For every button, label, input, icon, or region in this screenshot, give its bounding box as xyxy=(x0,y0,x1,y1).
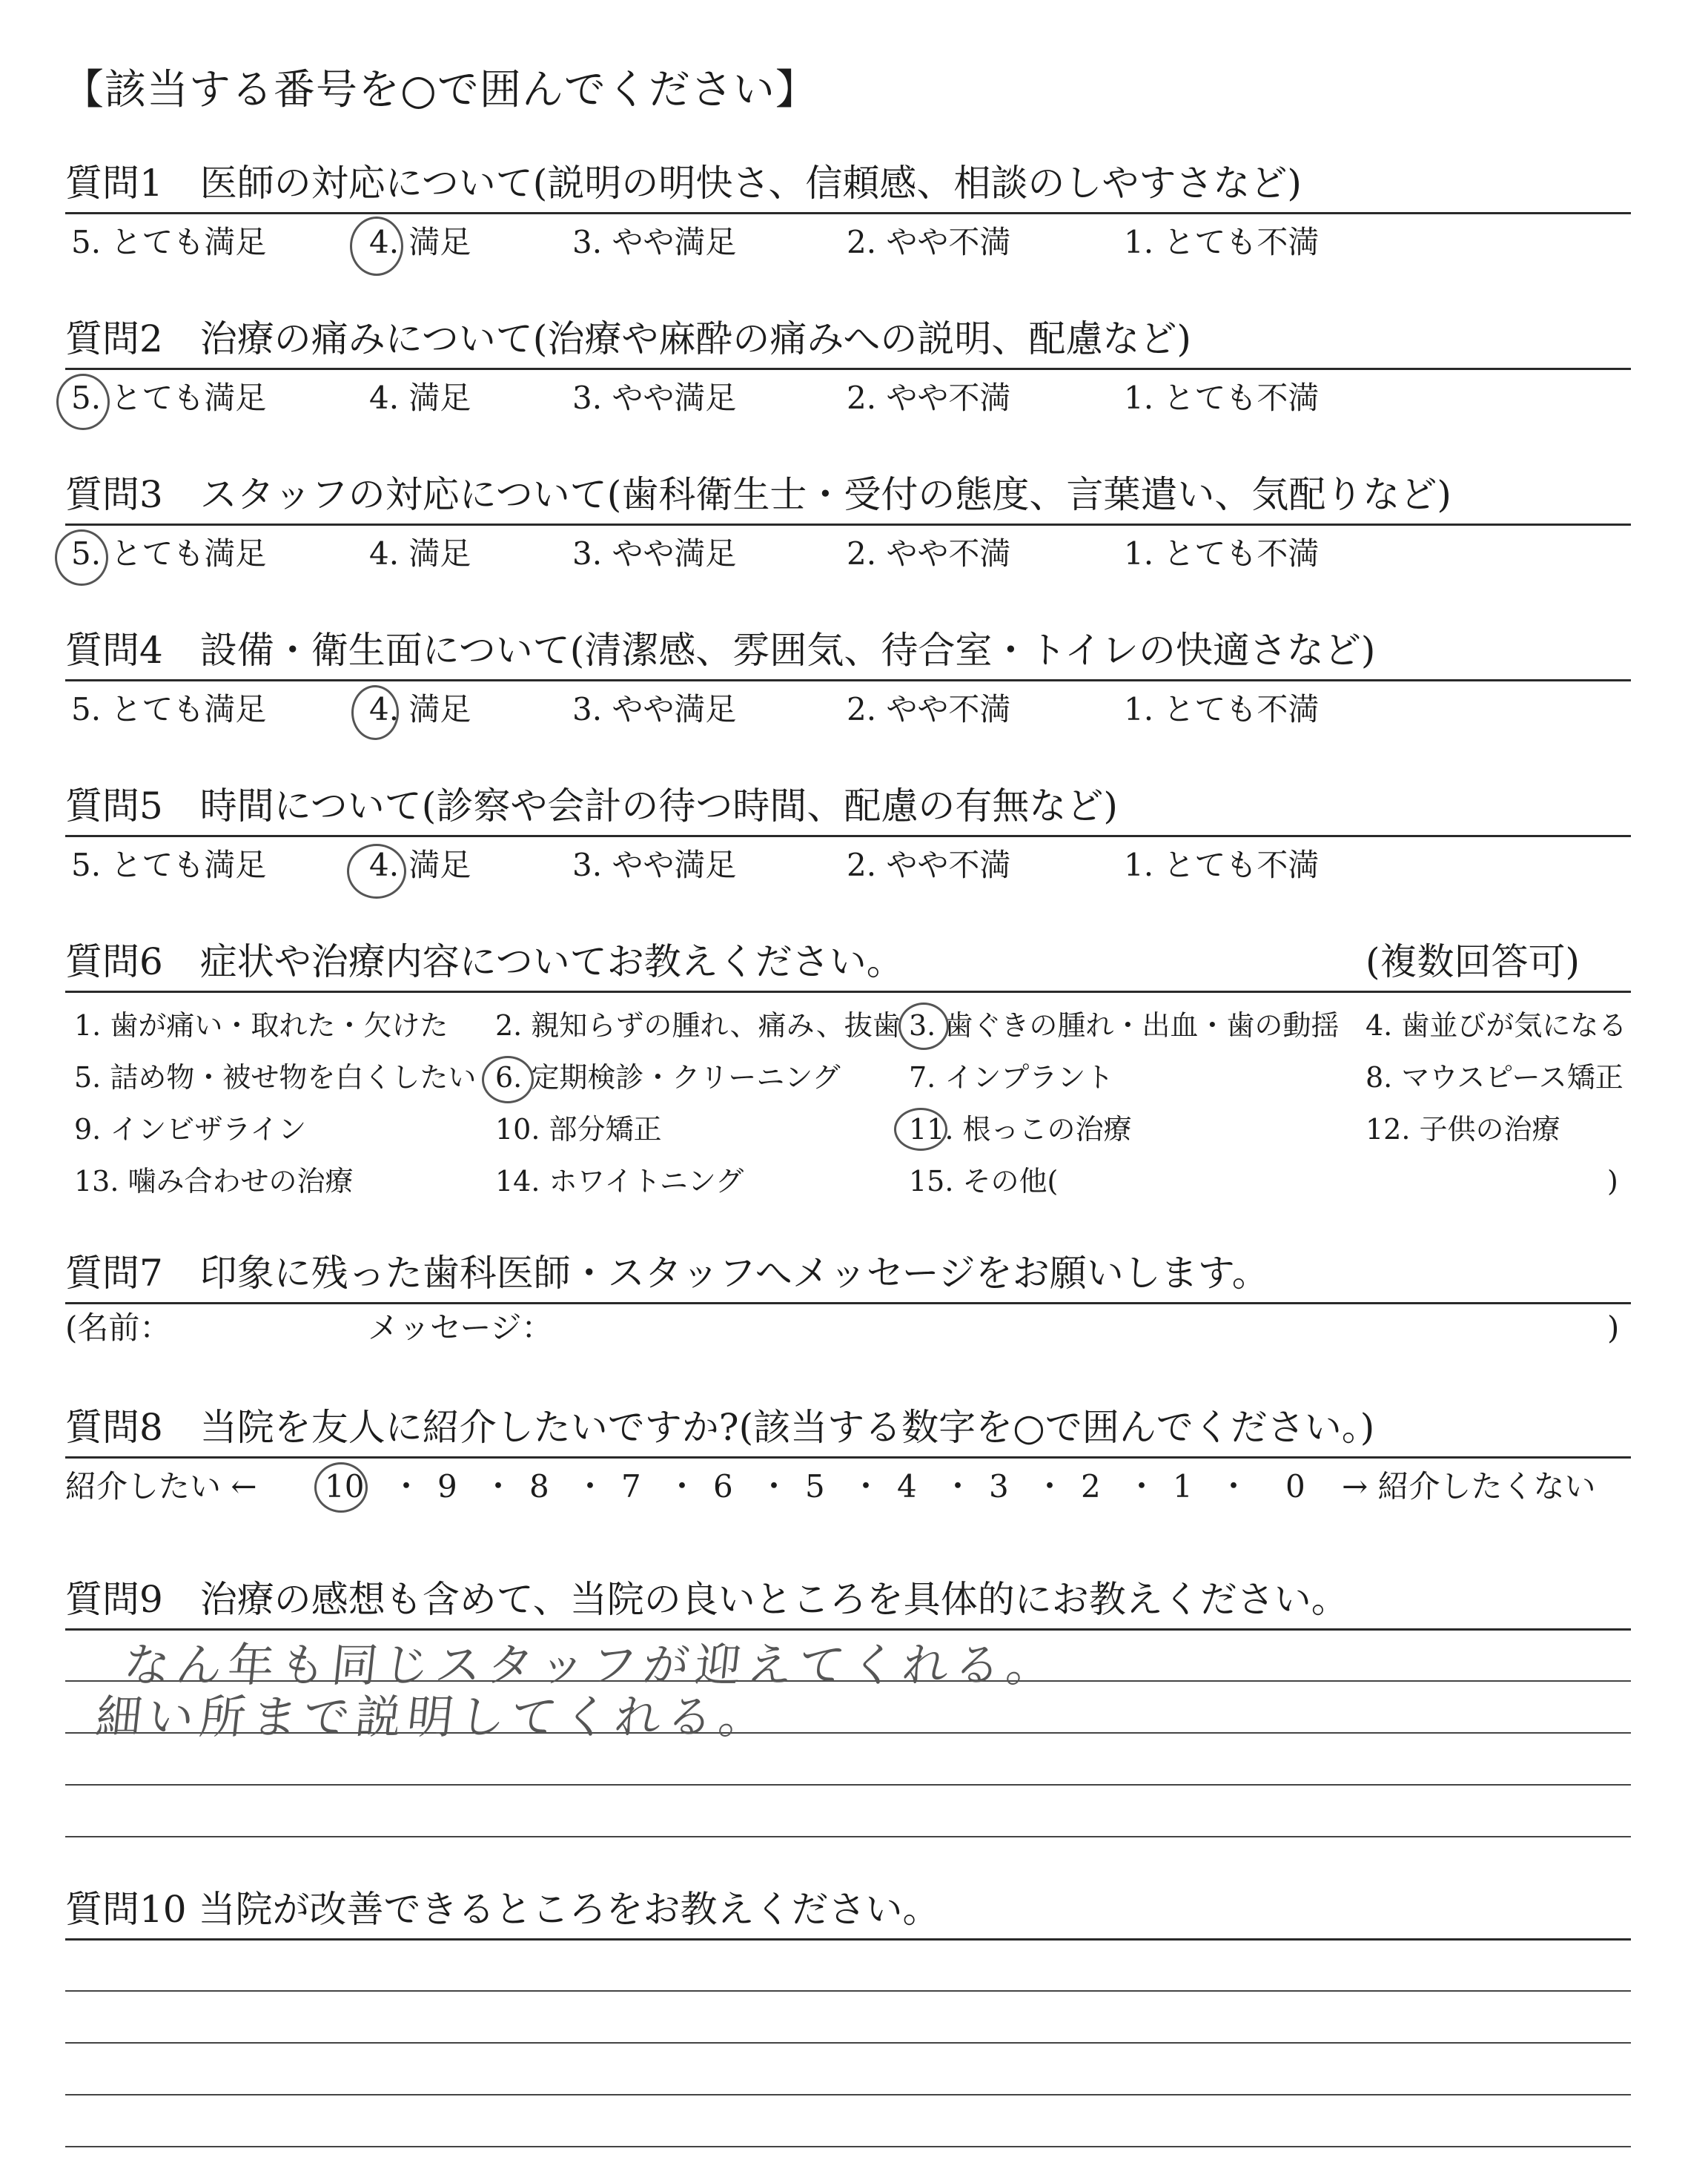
q8-scale-0[interactable]: 0 xyxy=(1285,1468,1305,1505)
q6-option-13[interactable]: 13. 噛み合わせの治療 xyxy=(74,1165,354,1198)
q7-message-label: メッセージ： xyxy=(368,1309,553,1346)
q6-option-5[interactable]: 5. 詰め物・被せ物を白くしたい xyxy=(74,1061,477,1094)
q6-option-4[interactable]: 4. 歯並びが気になる xyxy=(1366,1009,1627,1042)
q8-right-label: → 紹介したくない xyxy=(1342,1468,1596,1505)
question-3-title: 質問3 スタッフの対応について(歯科衛生士・受付の態度、言葉遣い、気配りなど) xyxy=(65,473,1452,516)
q9-answer-line xyxy=(65,1784,1631,1786)
q8-scale-2[interactable]: 2 xyxy=(1081,1468,1101,1505)
question-1-rule xyxy=(65,212,1631,214)
q5-option-2[interactable]: 2. やや不満 xyxy=(847,847,1011,883)
q6-selection-circle-6 xyxy=(482,1056,534,1103)
question-6-note: (複数回答可) xyxy=(1366,940,1580,983)
q7-name-field[interactable] xyxy=(178,1308,356,1345)
q4-option-4[interactable]: 4. 満足 xyxy=(369,691,471,727)
q4-option-5[interactable]: 5. とても満足 xyxy=(71,691,267,727)
q6-option-9[interactable]: 9. インビザライン xyxy=(74,1113,307,1146)
form-instruction: 【該当する番号を○で囲んでください】 xyxy=(62,66,818,114)
q6-option-3[interactable]: 3. 歯ぐきの腫れ・出血・歯の動揺 xyxy=(909,1009,1340,1042)
question-10-rule xyxy=(65,1938,1631,1941)
question-1-title: 質問1 医師の対応について(説明の明快さ、信頼感、相談のしやすさなど) xyxy=(65,162,1302,205)
q8-left-label: 紹介したい ← xyxy=(65,1468,257,1505)
question-4-rule xyxy=(65,679,1631,681)
q8-scale-7[interactable]: 7 xyxy=(621,1468,641,1505)
question-6-rule xyxy=(65,991,1631,993)
q6-other-close-paren: ) xyxy=(1607,1165,1618,1198)
question-10-title: 質問10 当院が改善できるところをお教えください。 xyxy=(65,1888,940,1931)
question-8-title: 質問8 当院を友人に紹介したいですか?(該当する数字を○で囲んでください。) xyxy=(65,1406,1375,1449)
q5-option-3[interactable]: 3. やや満足 xyxy=(572,847,737,883)
question-6-title: 質問6 症状や治療内容についてお教えください。 xyxy=(65,940,904,983)
q8-selection-circle xyxy=(314,1462,368,1513)
q8-scale-1[interactable]: 1 xyxy=(1173,1468,1193,1505)
q8-scale-3[interactable]: 3 xyxy=(989,1468,1009,1505)
q9-handwritten-answer-1: なん年も同じスタッフが迎えてくれる。 xyxy=(121,1638,1062,1692)
q2-option-4[interactable]: 4. 満足 xyxy=(369,380,471,416)
q3-selection-circle xyxy=(55,529,108,586)
question-7-rule xyxy=(65,1302,1631,1304)
q4-option-3[interactable]: 3. やや満足 xyxy=(572,691,737,727)
question-9-title: 質問9 治療の感想も含めて、当院の良いところを具体的にお教えください。 xyxy=(65,1578,1348,1621)
q6-option-10[interactable]: 10. 部分矯正 xyxy=(495,1113,662,1146)
q1-selection-circle xyxy=(350,217,403,276)
q2-option-3[interactable]: 3. やや満足 xyxy=(572,380,737,416)
q4-option-1[interactable]: 1. とても不満 xyxy=(1124,691,1320,727)
q6-selection-circle-3 xyxy=(898,1003,949,1050)
q8-dot: ・ xyxy=(1218,1468,1250,1505)
q3-option-2[interactable]: 2. やや不満 xyxy=(847,535,1011,572)
q3-option-3[interactable]: 3. やや満足 xyxy=(572,535,737,572)
q6-option-1[interactable]: 1. 歯が痛い・取れた・欠けた xyxy=(74,1009,448,1042)
q5-option-4[interactable]: 4. 満足 xyxy=(369,847,471,883)
q4-option-2[interactable]: 2. やや不満 xyxy=(847,691,1011,727)
q5-option-5[interactable]: 5. とても満足 xyxy=(71,847,267,883)
q6-option-2[interactable]: 2. 親知らずの腫れ、痛み、抜歯 xyxy=(495,1009,901,1042)
q6-option-11[interactable]: 11. 根っこの治療 xyxy=(909,1113,1132,1146)
q7-message-field[interactable] xyxy=(549,1308,1601,1345)
q8-dot: ・ xyxy=(942,1468,974,1505)
q6-option-6[interactable]: 6. 定期検診・クリーニング xyxy=(495,1061,841,1094)
q8-scale-9[interactable]: 9 xyxy=(437,1468,457,1505)
q1-option-4[interactable]: 4. 満足 xyxy=(369,224,471,260)
q10-answer-line xyxy=(65,2042,1631,2044)
q8-dot: ・ xyxy=(1126,1468,1158,1505)
question-4-title: 質問4 設備・衛生面について(清潔感、雰囲気、待合室・トイレの快適さなど) xyxy=(65,629,1376,672)
q8-dot: ・ xyxy=(1034,1468,1066,1505)
q10-answer-line xyxy=(65,2146,1631,2147)
q6-option-15[interactable]: 15. その他( xyxy=(909,1165,1059,1198)
question-7-title: 質問7 印象に残った歯科医師・スタッフへメッセージをお願いします。 xyxy=(65,1252,1269,1295)
question-3-rule xyxy=(65,524,1631,526)
q5-option-1[interactable]: 1. とても不満 xyxy=(1124,847,1320,883)
q2-option-2[interactable]: 2. やや不満 xyxy=(847,380,1011,416)
q2-option-5[interactable]: 5. とても満足 xyxy=(71,380,267,416)
q6-selection-circle-11 xyxy=(894,1108,947,1151)
q6-option-12[interactable]: 12. 子供の治療 xyxy=(1366,1113,1560,1146)
q8-scale-8[interactable]: 8 xyxy=(529,1468,549,1505)
q8-dot: ・ xyxy=(575,1468,606,1505)
q1-option-1[interactable]: 1. とても不満 xyxy=(1124,224,1320,260)
q9-answer-line xyxy=(65,1836,1631,1837)
question-8-rule xyxy=(65,1456,1631,1459)
q3-option-5[interactable]: 5. とても満足 xyxy=(71,535,267,572)
q3-option-1[interactable]: 1. とても不満 xyxy=(1124,535,1320,572)
q7-name-label: (名前： xyxy=(65,1309,171,1346)
q1-option-3[interactable]: 3. やや満足 xyxy=(572,224,737,260)
q7-close-paren: ) xyxy=(1607,1309,1620,1346)
q8-dot: ・ xyxy=(483,1468,514,1505)
question-2-rule xyxy=(65,368,1631,370)
q8-dot: ・ xyxy=(666,1468,698,1505)
q8-scale-4[interactable]: 4 xyxy=(897,1468,917,1505)
q8-scale-10[interactable]: 10 xyxy=(325,1468,365,1505)
q8-scale-6[interactable]: 6 xyxy=(713,1468,733,1505)
q6-option-8[interactable]: 8. マウスピース矯正 xyxy=(1366,1061,1623,1094)
q2-option-1[interactable]: 1. とても不満 xyxy=(1124,380,1320,416)
q10-answer-line xyxy=(65,1990,1631,1992)
q2-selection-circle xyxy=(56,374,110,430)
q8-dot: ・ xyxy=(758,1468,790,1505)
q8-dot: ・ xyxy=(850,1468,882,1505)
q10-answer-line xyxy=(65,2094,1631,2095)
q1-option-2[interactable]: 2. やや不満 xyxy=(847,224,1011,260)
q8-scale-5[interactable]: 5 xyxy=(805,1468,825,1505)
q1-option-5[interactable]: 5. とても満足 xyxy=(71,224,267,260)
question-5-title: 質問5 時間について(診察や会計の待つ時間、配慮の有無など) xyxy=(65,785,1118,828)
question-2-title: 質問2 治療の痛みについて(治療や麻酔の痛みへの説明、配慮など) xyxy=(65,317,1191,360)
q3-option-4[interactable]: 4. 満足 xyxy=(369,535,471,572)
question-5-rule xyxy=(65,835,1631,837)
q6-option-7[interactable]: 7. インプラント xyxy=(909,1061,1114,1094)
q8-dot: ・ xyxy=(391,1468,423,1505)
q5-selection-circle xyxy=(347,844,406,899)
q9-handwritten-answer-2: 細い所まで説明してくれる。 xyxy=(93,1690,774,1744)
q6-option-14[interactable]: 14. ホワイトニング xyxy=(495,1165,744,1198)
q4-selection-circle xyxy=(351,685,399,740)
